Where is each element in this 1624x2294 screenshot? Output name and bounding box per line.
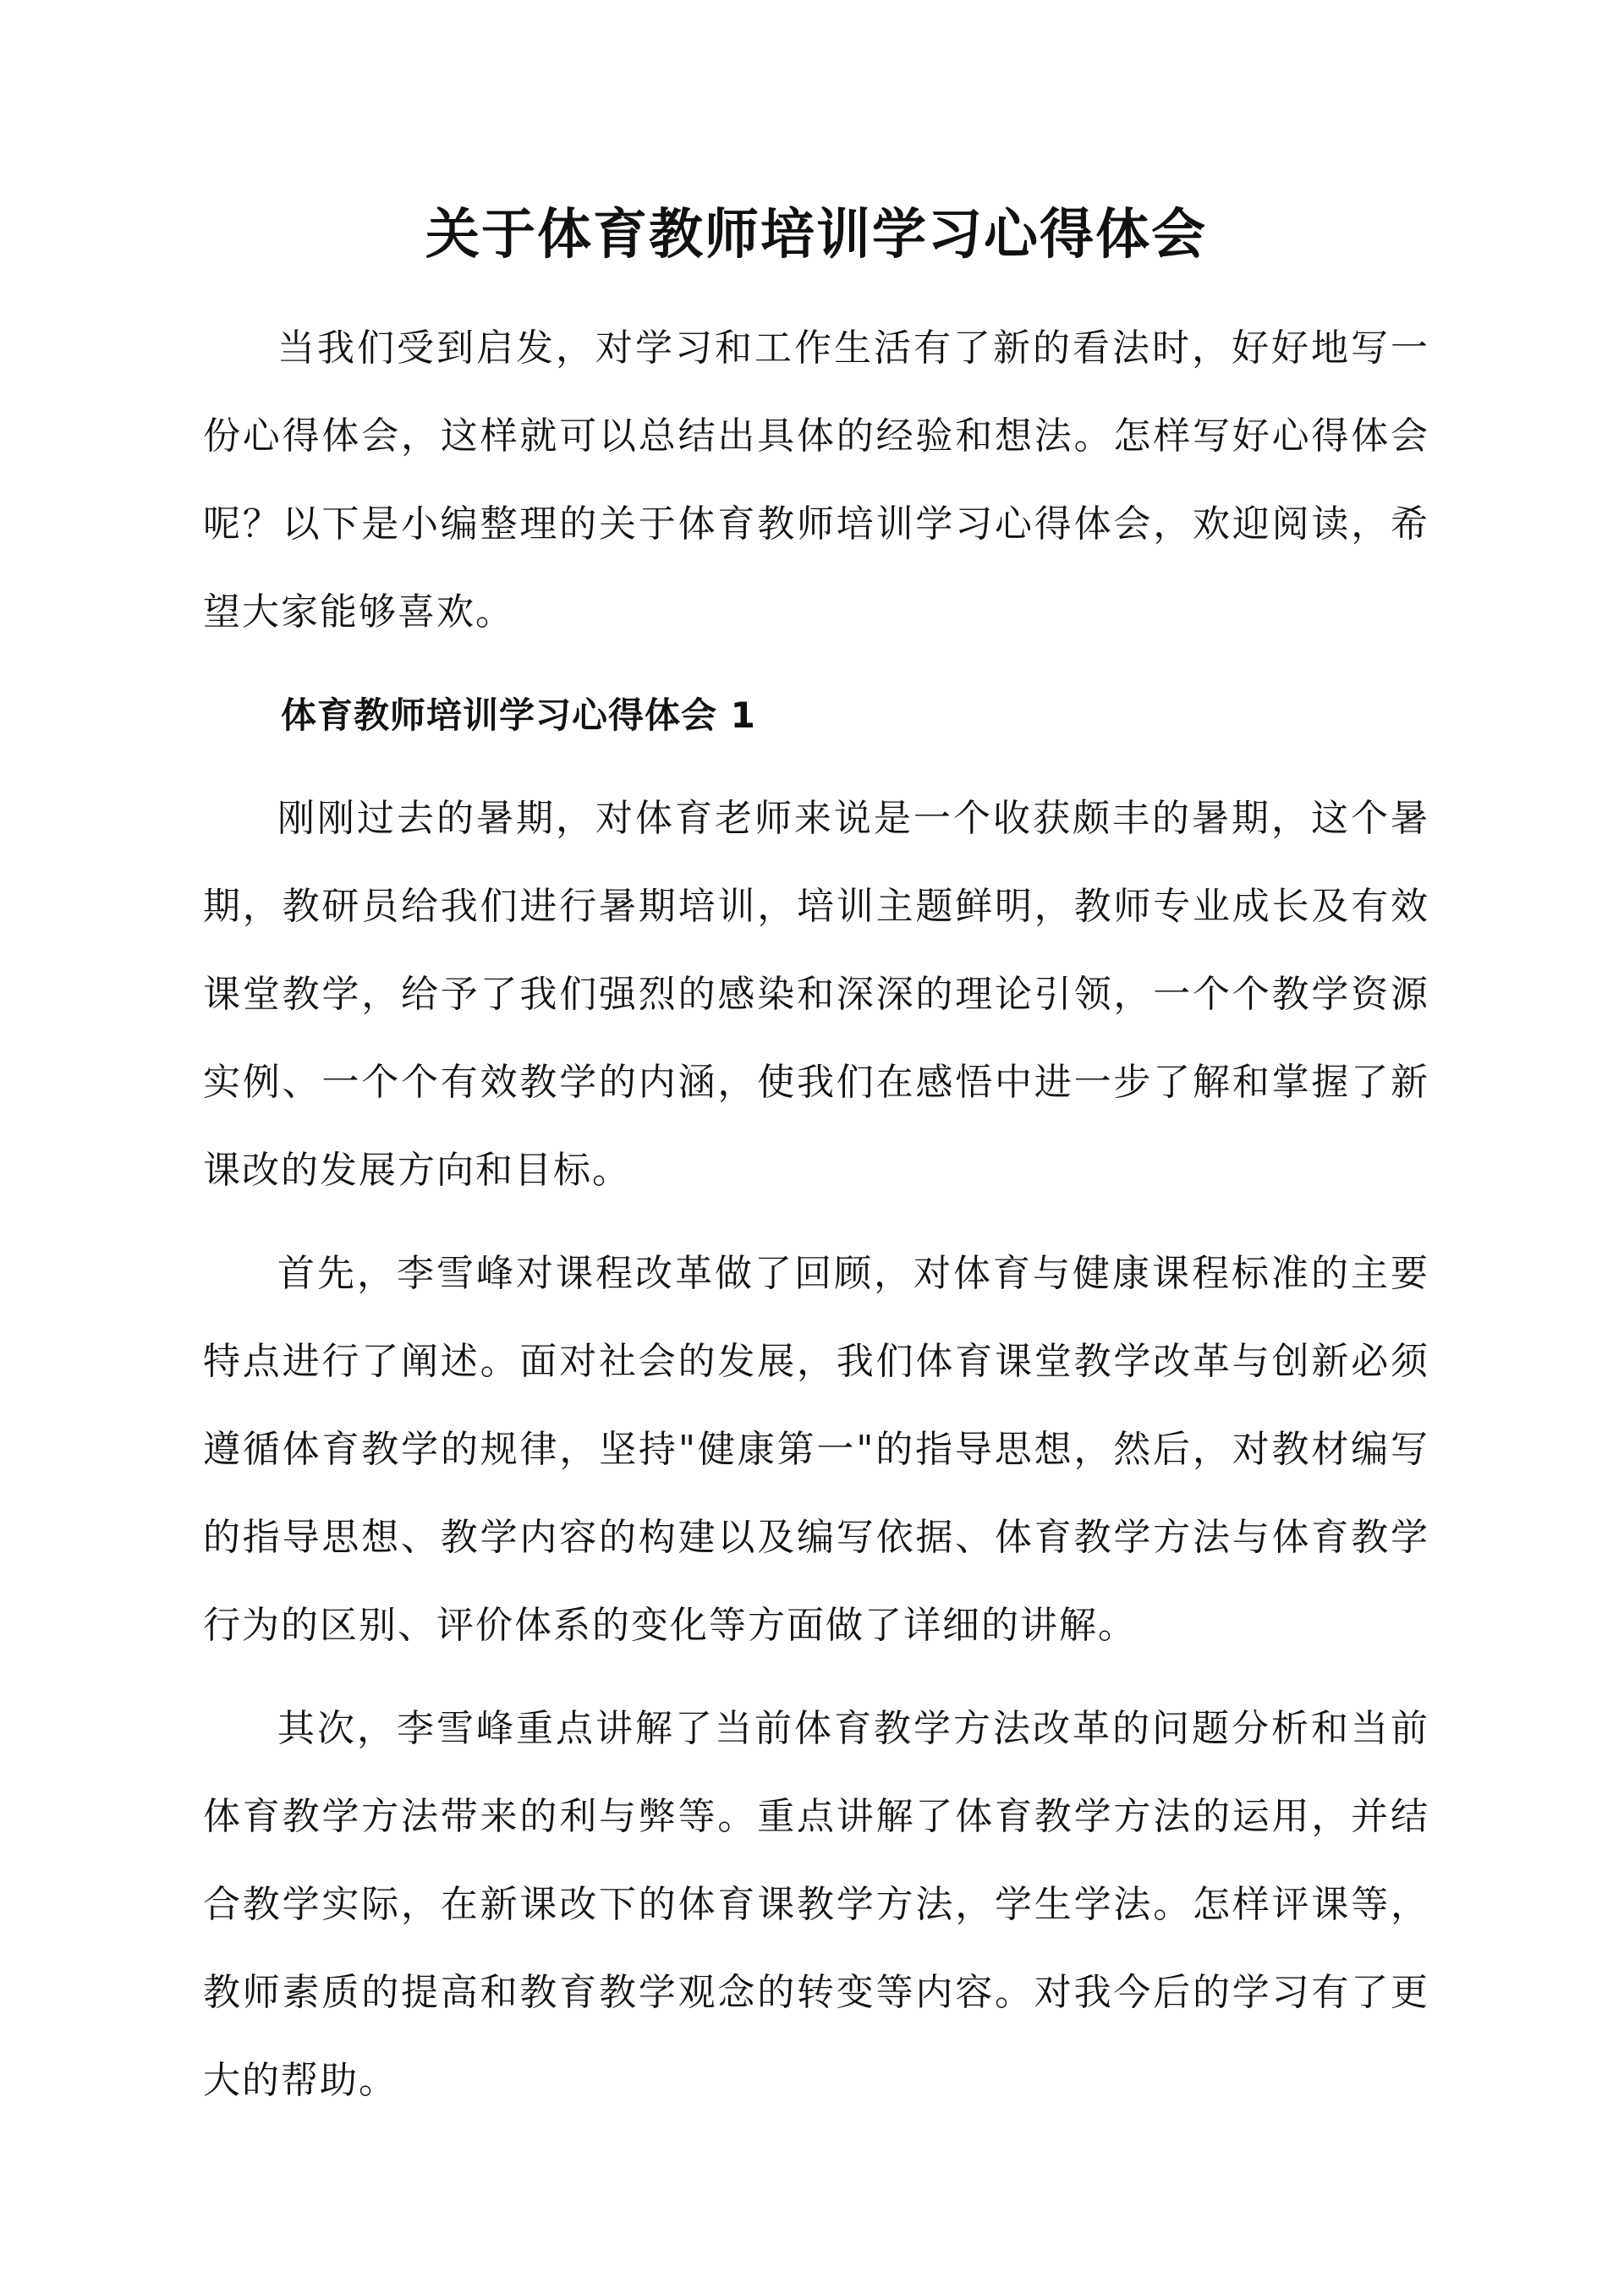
document-title: 关于体育教师培训学习心得体会 (425, 204, 1207, 266)
body-paragraph-1: 刚刚过去的暑期，对体育老师来说是一个收获颇丰的暑期，这个暑期，教研员给我们进行暑期培训，培训主题鲜明，教师专业成长及有效课堂教学，给予了我们强烈的感染和深深的理论引领，一个个教学资源实例、一个个有效教学的内涵，使我们在感悟中进一步了解和掌握了新课改的发展方向和目标。 (203, 797, 1429, 1192)
body-paragraph-2: 首先，李雪峰对课程改革做了回顾，对体育与健康课程标准的主要特点进行了阐述。面对社会的发展，我们体育课堂教学改革与创新必须遵循体育教学的规律，坚持"健康第一"的指导思想，然后，对教材编写的指导思想、教学内容的构建以及编写依据、体育教学方法与体育教学行为的区别、评价体系的变化等方面做了详细的讲解。 (203, 1252, 1429, 1647)
body-paragraph-3: 其次，李雪峰重点讲解了当前体育教学方法改革的问题分析和当前体育教学方法带来的利与弊等。重点讲解了体育教学方法的运用，并结合教学实际，在新课改下的体育课教学方法，学生学法。怎样评课等，教师素质的提高和教育教学观念的转变等内容。对我今后的学习有了更大的帮助。 (203, 1707, 1429, 2102)
section-heading-1: 体育教师培训学习心得体会 1 (281, 694, 756, 736)
document-body (203, 195, 1429, 2140)
intro-paragraph: 当我们受到启发，对学习和工作生活有了新的看法时，好好地写一份心得体会，这样就可以总结出具体的经验和想法。怎样写好心得体会呢？以下是小编整理的关于体育教师培训学习心得体会，欢迎阅读，希望大家能够喜欢。 (203, 327, 1429, 634)
